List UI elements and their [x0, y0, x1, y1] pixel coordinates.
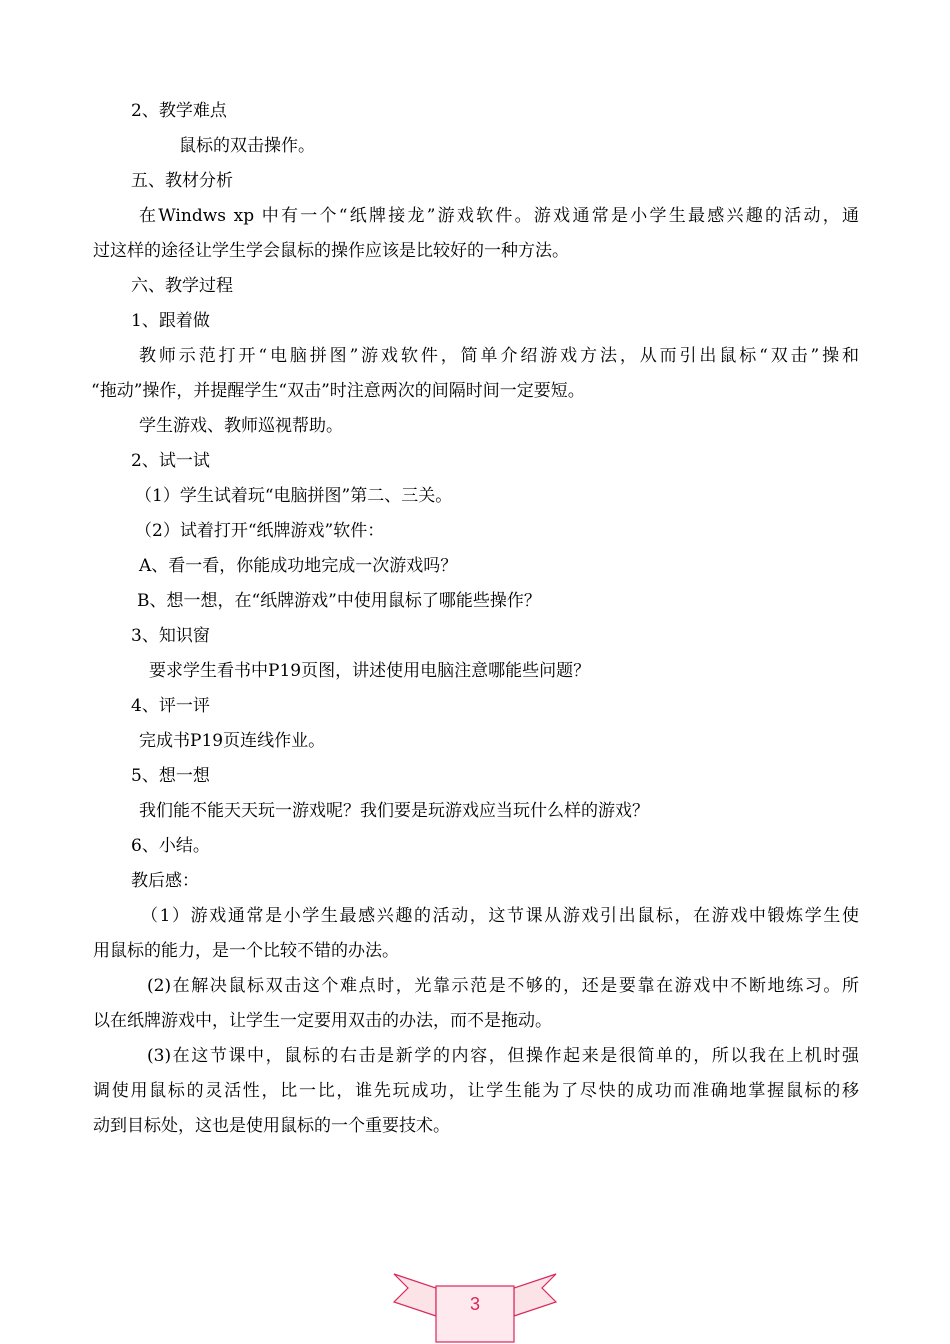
page-number: 3 — [469, 1294, 480, 1314]
subheading-evaluate: 4、评一评 — [131, 696, 210, 716]
subheading-try-it: 2、试一试 — [131, 451, 210, 471]
paragraph-line: 调使用鼠标的灵活性，比一比，谁先玩成功，让学生能为了尽快的成功而准确地掌握鼠标的移 — [93, 1081, 859, 1101]
paragraph-line: 鼠标的双击操作。 — [179, 136, 315, 156]
paragraph-line: 教师示范打开“电脑拼图”游戏软件，简单介绍游戏方法，从而引出鼠标“双击”操和 — [139, 346, 859, 366]
paragraph-line: “拖动”操作，并提醒学生“双击”时注意两次的间隔时间一定要短。 — [91, 381, 585, 401]
paragraph-line: 在Windws xp 中有一个“纸牌接龙”游戏软件。游戏通常是小学生最感兴趣的活动，通 — [139, 206, 859, 226]
list-item: B、想一想，在“纸牌游戏”中使用鼠标了哪能些操作？ — [137, 591, 541, 611]
paragraph-line: 学生游戏、教师巡视帮助。 — [139, 416, 343, 436]
paragraph-line: 用鼠标的能力，是一个比较不错的办法。 — [93, 941, 399, 961]
paragraph-line: 以在纸牌游戏中，让学生一定要用双击的办法，而不是拖动。 — [93, 1011, 552, 1031]
section-heading-reflection: 教后感： — [131, 871, 199, 891]
paragraph-line: (3)在这节课中，鼠标的右击是新学的内容，但操作起来是很简单的，所以我在上机时强 — [147, 1046, 859, 1066]
section-heading-teaching-difficulty: 2、教学难点 — [131, 101, 227, 121]
paragraph-line: (2)在解决鼠标双击这个难点时，光靠示范是不够的，还是要靠在游戏中不断地练习。所 — [147, 976, 859, 996]
paragraph-line: 动到目标处，这也是使用鼠标的一个重要技术。 — [93, 1116, 450, 1136]
list-item: （2）试着打开“纸牌游戏”软件： — [135, 521, 385, 541]
list-item: A、看一看，你能成功地完成一次游戏吗？ — [139, 556, 458, 576]
paragraph-line: （1）游戏通常是小学生最感兴趣的活动，这节课从游戏引出鼠标，在游戏中锻炼学生使 — [141, 906, 859, 926]
subheading-summary: 6、小结。 — [131, 836, 210, 856]
section-heading-material-analysis: 五、教材分析 — [131, 171, 233, 191]
page-footer — [392, 1270, 558, 1344]
list-item: （1）学生试着玩“电脑拼图”第二、三关。 — [135, 486, 453, 506]
subheading-knowledge-window: 3、知识窗 — [131, 626, 210, 646]
paragraph-line: 完成书P19页连线作业。 — [139, 731, 326, 751]
section-heading-teaching-process: 六、教学过程 — [131, 276, 233, 296]
paragraph-line: 我们能不能天天玩一游戏呢？我们要是玩游戏应当玩什么样的游戏？ — [139, 801, 649, 821]
subheading-think: 5、想一想 — [131, 766, 210, 786]
paragraph-line: 要求学生看书中P19页图，讲述使用电脑注意哪能些问题？ — [149, 661, 591, 681]
paragraph-line: 过这样的途径让学生学会鼠标的操作应该是比较好的一种方法。 — [93, 241, 569, 261]
subheading-follow-along: 1、跟着做 — [131, 311, 210, 331]
